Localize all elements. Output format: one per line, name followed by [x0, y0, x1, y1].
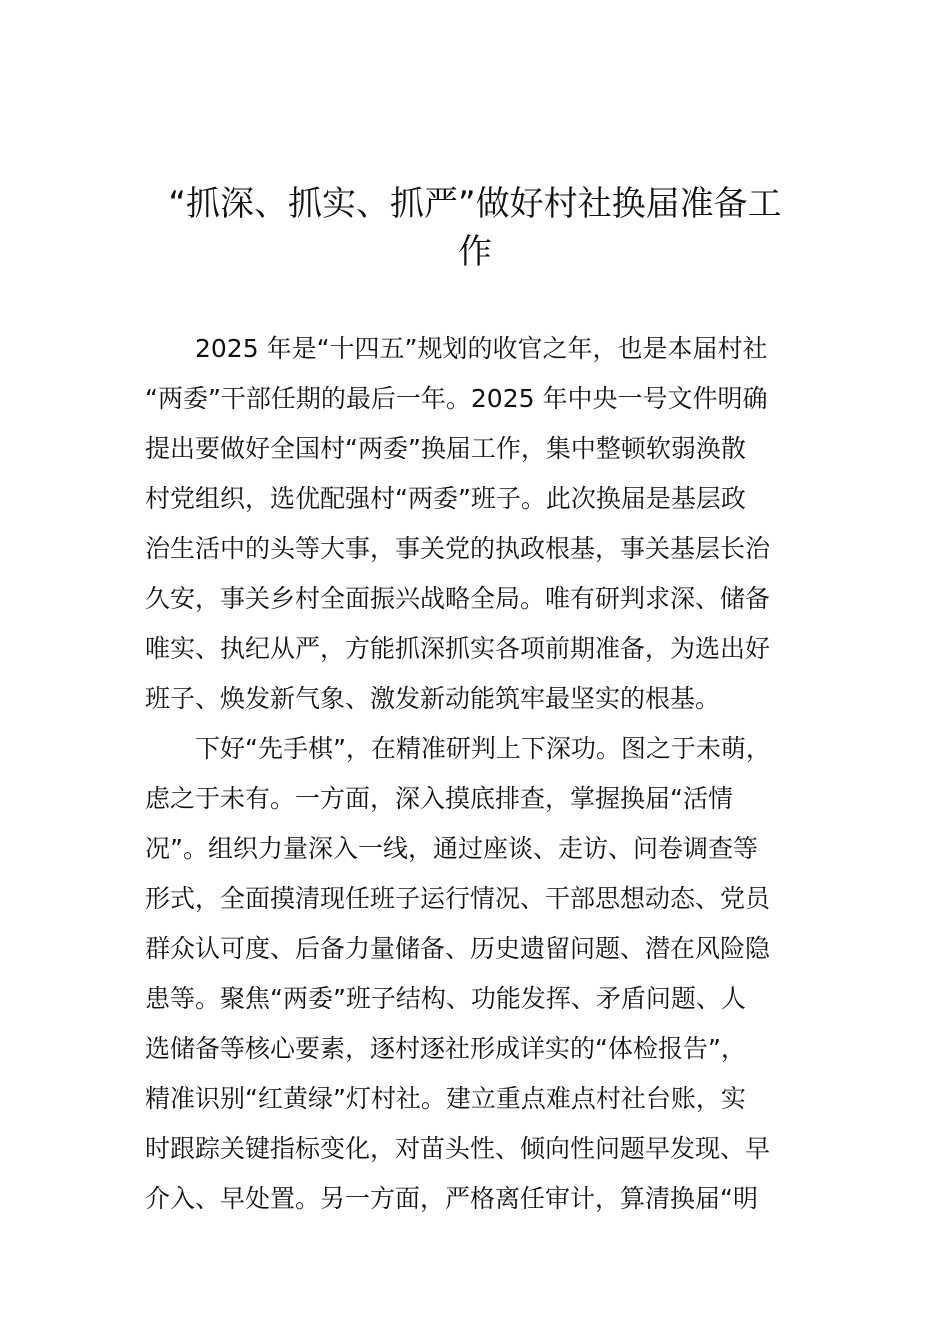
body-line-11: 况”。组织力量深入一线，通过座谈、走访、问卷调查等	[145, 834, 758, 863]
body-line-16: 精准识别“红黄绿”灯村社。建立重点难点村社台账，实	[145, 1084, 746, 1113]
title-line-2: 作	[458, 232, 492, 272]
title-line-1: “抓深、抓实、抓严”做好村社换届准备工	[168, 184, 782, 224]
body-line-17: 时跟踪关键指标变化，对苗头性、倾向性问题早发现、早	[145, 1134, 771, 1163]
body-line-3: 提出要做好全国村“两委”换届工作，集中整顿软弱涣散	[145, 434, 746, 463]
body-line-2: “两委”干部任期的最后一年。2025 年中央一号文件明确	[145, 384, 768, 413]
body-line-18: 介入、早处置。另一方面，严格离任审计，算清换届“明	[145, 1184, 758, 1213]
body-line-14: 患等。聚焦“两委”班子结构、功能发挥、矛盾问题、人	[145, 984, 746, 1013]
body-line-10: 虑之于未有。一方面，深入摸底排查，掌握换届“活情	[145, 784, 733, 813]
body-line-4: 村党组织，选优配强村“两委”班子。此次换届是基层政	[145, 484, 746, 513]
body-line-9: 下好“先手棋”，在精准研判上下深功。图之于未萌，	[195, 734, 771, 763]
body-line-13: 群众认可度、后备力量储备、历史遗留问题、潜在风险隐	[145, 934, 771, 963]
body-line-15: 选储备等核心要素，逐村逐社形成详实的“体检报告”，	[145, 1034, 746, 1063]
body-line-5: 治生活中的头等大事，事关党的执政根基，事关基层长治	[145, 534, 771, 563]
body-line-8: 班子、焕发新气象、激发新动能筑牢最坚实的根基。	[145, 684, 721, 713]
body-line-6: 久安，事关乡村全面振兴战略全局。唯有研判求深、储备	[145, 584, 771, 613]
body-line-7: 唯实、执纪从严，方能抓深抓实各项前期准备，为选出好	[145, 634, 771, 663]
body-line-12: 形式，全面摸清现任班子运行情况、干部思想动态、党员	[145, 884, 771, 913]
body-line-1: 2025 年是“十四五”规划的收官之年，也是本届村社	[195, 334, 768, 363]
